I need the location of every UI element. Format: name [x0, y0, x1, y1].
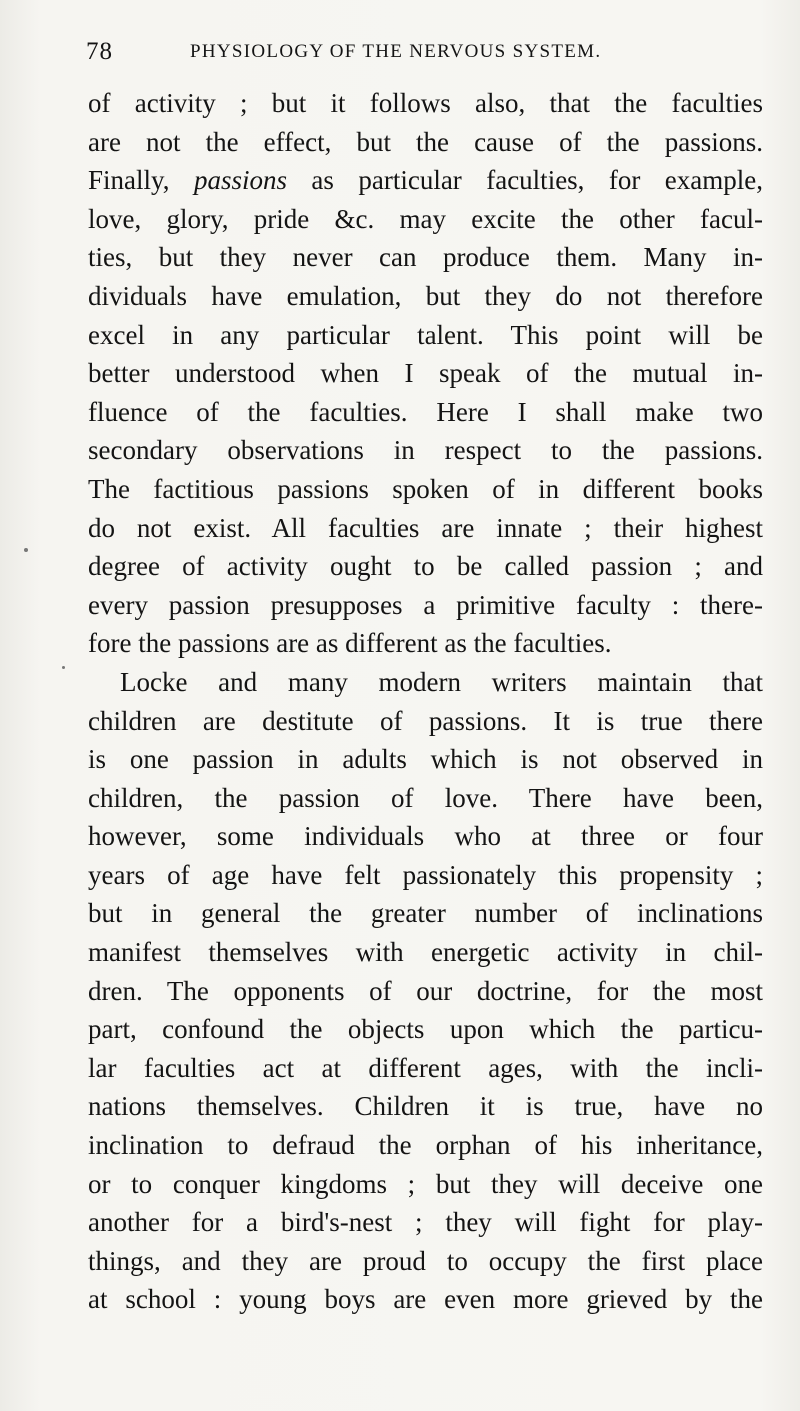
text-line: nations themselves. Children it is true, have no [88, 1091, 763, 1122]
text-line: manifest themselves with energetic activity in chil- [88, 937, 763, 968]
text-line: better understood when I speak of the mutual in- [88, 358, 763, 389]
text-line: love, glory, pride &c. may excite the other facul- [88, 203, 763, 234]
text-line: children, the passion of love. There have been, [88, 782, 763, 813]
text-line: every passion presupposes a primitive faculty : there- [88, 589, 763, 620]
text-line: Finally, passions as particular faculties, for example, [88, 165, 763, 196]
text-line: are not the effect, but the cause of the passions. [88, 126, 763, 157]
paper-speck [62, 666, 65, 669]
text-line: do not exist. All faculties are innate ; their highest [88, 512, 763, 543]
text-line: part, confound the objects upon which the particu- [88, 1014, 763, 1045]
page-number: 78 [86, 38, 113, 65]
text-line: years of age have felt passionately this propensity ; [88, 859, 763, 890]
text-line: dividuals have emulation, but they do not therefore [88, 280, 763, 311]
text-line: The factitious passions spoken of in different books [88, 473, 763, 504]
paper-speck [24, 548, 28, 552]
paragraph-2 [88, 663, 763, 1319]
text-line: secondary observations in respect to the passions. [88, 435, 763, 466]
text-line: degree of activity ought to be called passion ; and [88, 551, 763, 582]
text-line: children are destitute of passions. It is true there [88, 705, 763, 736]
text-line: Locke and many modern writers maintain that [120, 666, 763, 697]
text-line: fore the passions are as different as the faculties. [88, 628, 612, 659]
text-line: is one passion in adults which is not observed in [88, 744, 763, 775]
page-header [86, 38, 766, 72]
text-line: at school : young boys are even more grieved by the [88, 1284, 763, 1315]
running-head: PHYSIOLOGY OF THE NERVOUS SYSTEM. [190, 41, 602, 62]
text-line: dren. The opponents of our doctrine, for the most [88, 975, 763, 1006]
text-line: things, and they are proud to occupy the first place [88, 1245, 763, 1276]
paragraph-1 [88, 84, 763, 663]
body-text [88, 84, 763, 1319]
text-line: fluence of the faculties. Here I shall make two [88, 396, 763, 427]
text-line: ties, but they never can produce them. Many in- [88, 242, 763, 273]
emphasized-word: passions [193, 165, 287, 196]
text-line: of activity ; but it follows also, that the faculties [88, 88, 763, 118]
text-line: however, some individuals who at three or four [88, 821, 763, 852]
text-line: another for a bird's-nest ; they will fight for play- [88, 1207, 763, 1238]
text-line: but in general the greater number of inclinations [88, 898, 763, 929]
text-line: or to conquer kingdoms ; but they will deceive one [88, 1168, 763, 1199]
text-line: lar faculties act at different ages, with the incli- [88, 1052, 763, 1083]
text-line: excel in any particular talent. This point will be [88, 319, 763, 350]
text-line: inclination to defraud the orphan of his inheritance, [88, 1130, 763, 1161]
